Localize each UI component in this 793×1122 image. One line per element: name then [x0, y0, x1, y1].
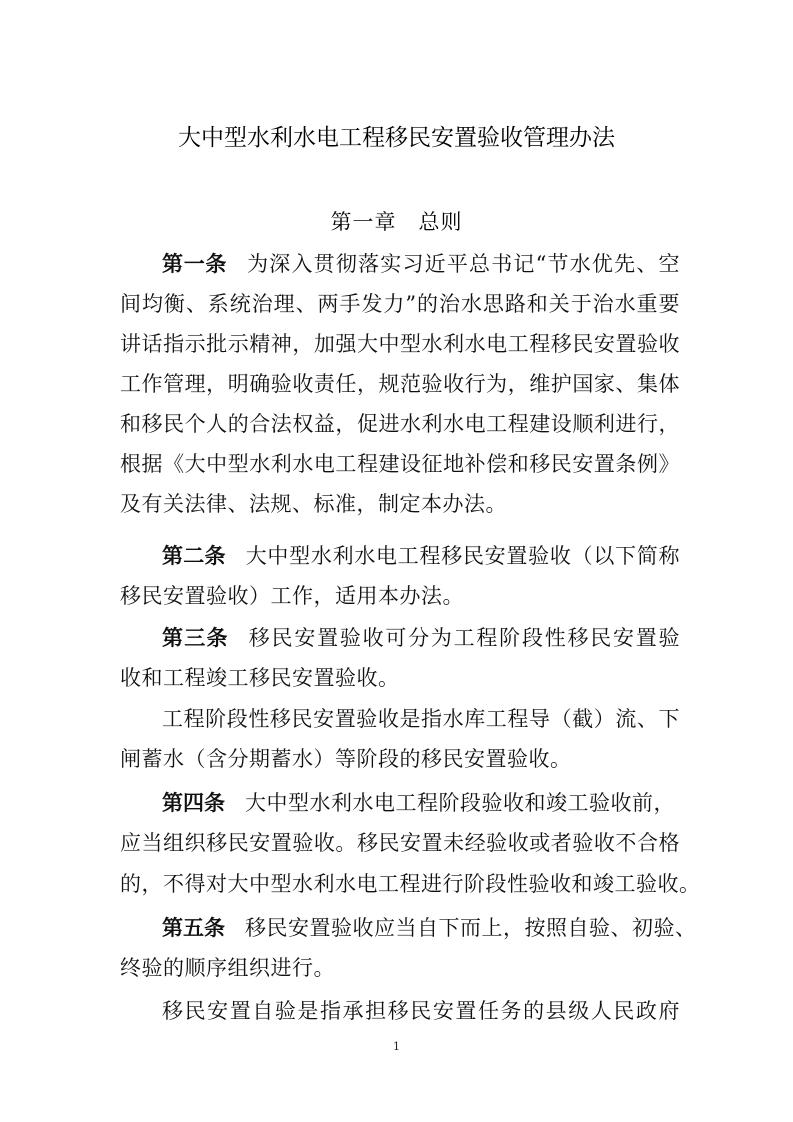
article-2-line-2: 移民安置验收）工作，适用本办法。 — [120, 584, 464, 608]
article-5-para2-line-1: 移民安置自验是指承担移民安置任务的县级人民政府 — [162, 999, 680, 1023]
article-1-label: 第一条 — [162, 252, 228, 276]
article-3-line-2: 收和工程竣工移民安置验收。 — [120, 666, 400, 690]
article-1-line-6: 根据《大中型水利水电工程建设征地补偿和移民安置条例》 — [120, 452, 680, 476]
article-1-line-3: 讲话指示批示精神，加强大中型水利水电工程移民安置验收 — [120, 332, 680, 356]
page-number: 1 — [393, 1040, 400, 1053]
article-1-line-4: 工作管理，明确验收责任，规范验收行为，维护国家、集体 — [120, 372, 680, 396]
article-1-line-7: 及有关法律、法规、标准，制定本办法。 — [120, 492, 507, 516]
article-1-line-5: 和移民个人的合法权益，促进水利水电工程建设顺利进行， — [120, 412, 680, 436]
chapter-heading: 第一章 总则 — [330, 210, 463, 234]
article-2-line-1: 第二条 大中型水利水电工程移民安置验收（以下简称 — [162, 544, 681, 568]
article-5-line-1: 第五条 移民安置验收应当自下而上，按照自验、初验、 — [162, 916, 697, 940]
article-4-line-2: 应当组织移民安置验收。移民安置未经验收或者验收不合格 — [120, 831, 680, 855]
article-1-line-1: 第一条 为深入贯彻落实习近平总书记“节水优先、空 — [162, 252, 681, 276]
article-5-line-2: 终验的顺序组织进行。 — [120, 956, 335, 980]
article-3-para2-line-2: 闸蓄水（含分期蓄水）等阶段的移民安置验收。 — [120, 747, 572, 771]
article-1-line-2: 间均衡、系统治理、两手发力”的治水思路和关于治水重要 — [120, 292, 680, 316]
article-4-line-1: 第四条 大中型水利水电工程阶段验收和竣工验收前， — [162, 791, 675, 815]
article-3-para2-line-1: 工程阶段性移民安置验收是指水库工程导（截）流、下 — [162, 707, 680, 731]
article-2-label: 第二条 — [162, 544, 226, 568]
document-title: 大中型水利水电工程移民安置验收管理办法 — [178, 125, 615, 151]
article-4-line-3: 的，不得对大中型水利水电工程进行阶段性验收和竣工验收。 — [120, 872, 701, 896]
article-3-label: 第三条 — [162, 626, 229, 650]
article-4-label: 第四条 — [162, 791, 225, 815]
article-5-label: 第五条 — [162, 916, 225, 940]
article-3-line-1: 第三条 移民安置验收可分为工程阶段性移民安置验 — [162, 626, 681, 650]
